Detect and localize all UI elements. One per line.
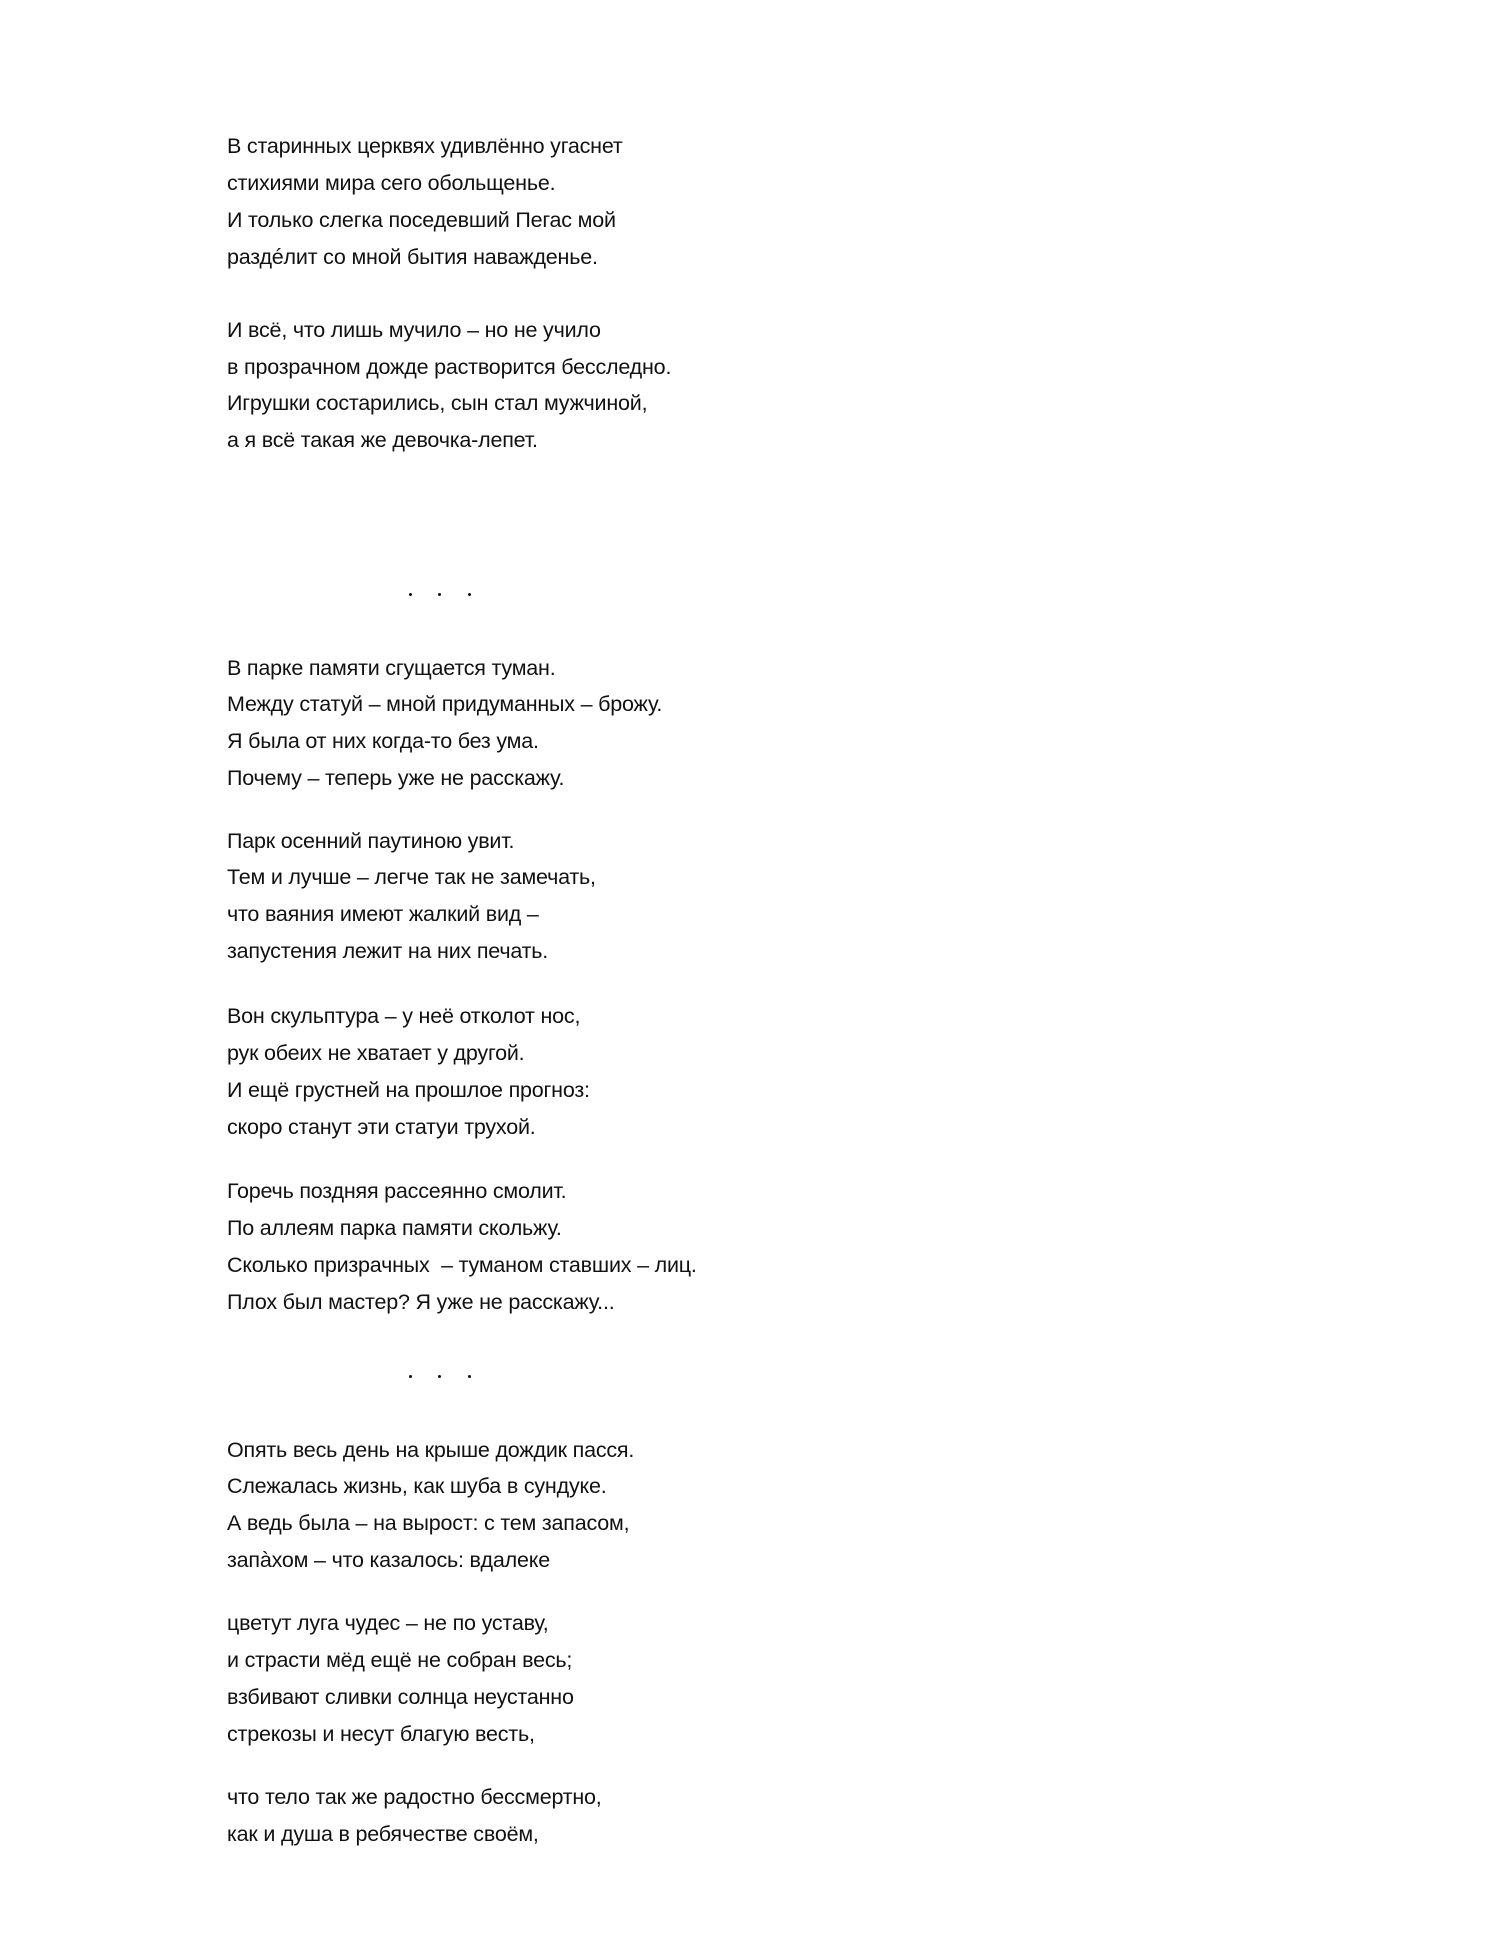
poem-line: и страсти мёд ещё не собран весь; xyxy=(227,1648,573,1672)
poem-line: И ещё грустней на прошлое прогноз: xyxy=(227,1078,590,1102)
poem-line: стрекозы и несут благую весть, xyxy=(227,1722,535,1746)
poem-line: А ведь была – на вырост: с тем запасом, xyxy=(227,1511,630,1535)
poem-line: рук обеих не хватает у другой. xyxy=(227,1041,525,1065)
poem-line: Слежалась жизнь, как шуба в сундуке. xyxy=(227,1474,607,1498)
separator-dot xyxy=(438,593,441,596)
poem-line: Горечь поздняя рассеянно смолит. xyxy=(227,1179,567,1203)
poem-line: Между статуй – мной придуманных – брожу. xyxy=(227,692,663,716)
poem-line: цветут луга чудес – не по уставу, xyxy=(227,1611,549,1635)
poem-line: в прозрачном дожде растворится бесследно. xyxy=(227,355,672,379)
section-separator xyxy=(0,1375,1496,1379)
poem-line: И всё, что лишь мучило – но не учило xyxy=(227,318,601,342)
poem-line: запàхом – что казалось: вдалеке xyxy=(227,1548,550,1572)
poem-line: взбивают сливки солнца неустанно xyxy=(227,1685,574,1709)
separator-dot xyxy=(409,593,412,596)
poem-line: И только слегка поседевший Пегас мой xyxy=(227,208,616,232)
poem-line: Я была от них когда-то без ума. xyxy=(227,729,539,753)
poem-line: Игрушки состарились, сын стал мужчиной, xyxy=(227,391,648,415)
poem-line: По аллеям парка памяти скольжу. xyxy=(227,1216,562,1240)
poem-line: Тем и лучше – легче так не замечать, xyxy=(227,865,596,889)
poem-line: В парке памяти сгущается туман. xyxy=(227,656,556,680)
poem-line: Сколько призрачных – туманом ставших – лиц. xyxy=(227,1253,697,1277)
poem-line: Почему – теперь уже не расскажу. xyxy=(227,766,565,790)
poem-line: скоро станут эти статуи трухой. xyxy=(227,1115,536,1139)
poem-line: как и душа в ребячестве своём, xyxy=(227,1822,539,1846)
poem-line: Вон скульптура – у неё отколот нос, xyxy=(227,1004,581,1028)
poem-line: стихиями мира сего обольщенье. xyxy=(227,171,556,195)
poem-line: раздéлит со мной бытия наважденье. xyxy=(227,245,598,269)
poem-line: Плох был мастер? Я уже не расскажу... xyxy=(227,1290,615,1314)
separator-dot xyxy=(468,593,471,596)
separator-dot xyxy=(409,1375,412,1378)
poem-line: Парк осенний паутиною увит. xyxy=(227,829,515,853)
separator-dot xyxy=(438,1375,441,1378)
poem-line: запустения лежит на них печать. xyxy=(227,939,549,963)
poem-line: что тело так же радостно бессмертно, xyxy=(227,1785,602,1809)
separator-dot xyxy=(468,1375,471,1378)
poem-line: что ваяния имеют жалкий вид – xyxy=(227,902,539,926)
section-separator xyxy=(0,593,1496,597)
poem-line: а я всё такая же девочка-лепет. xyxy=(227,428,538,452)
poem-line: Опять весь день на крыше дождик пасся. xyxy=(227,1438,635,1462)
poem-line: В старинных церквях удивлённо угаснет xyxy=(227,134,623,158)
